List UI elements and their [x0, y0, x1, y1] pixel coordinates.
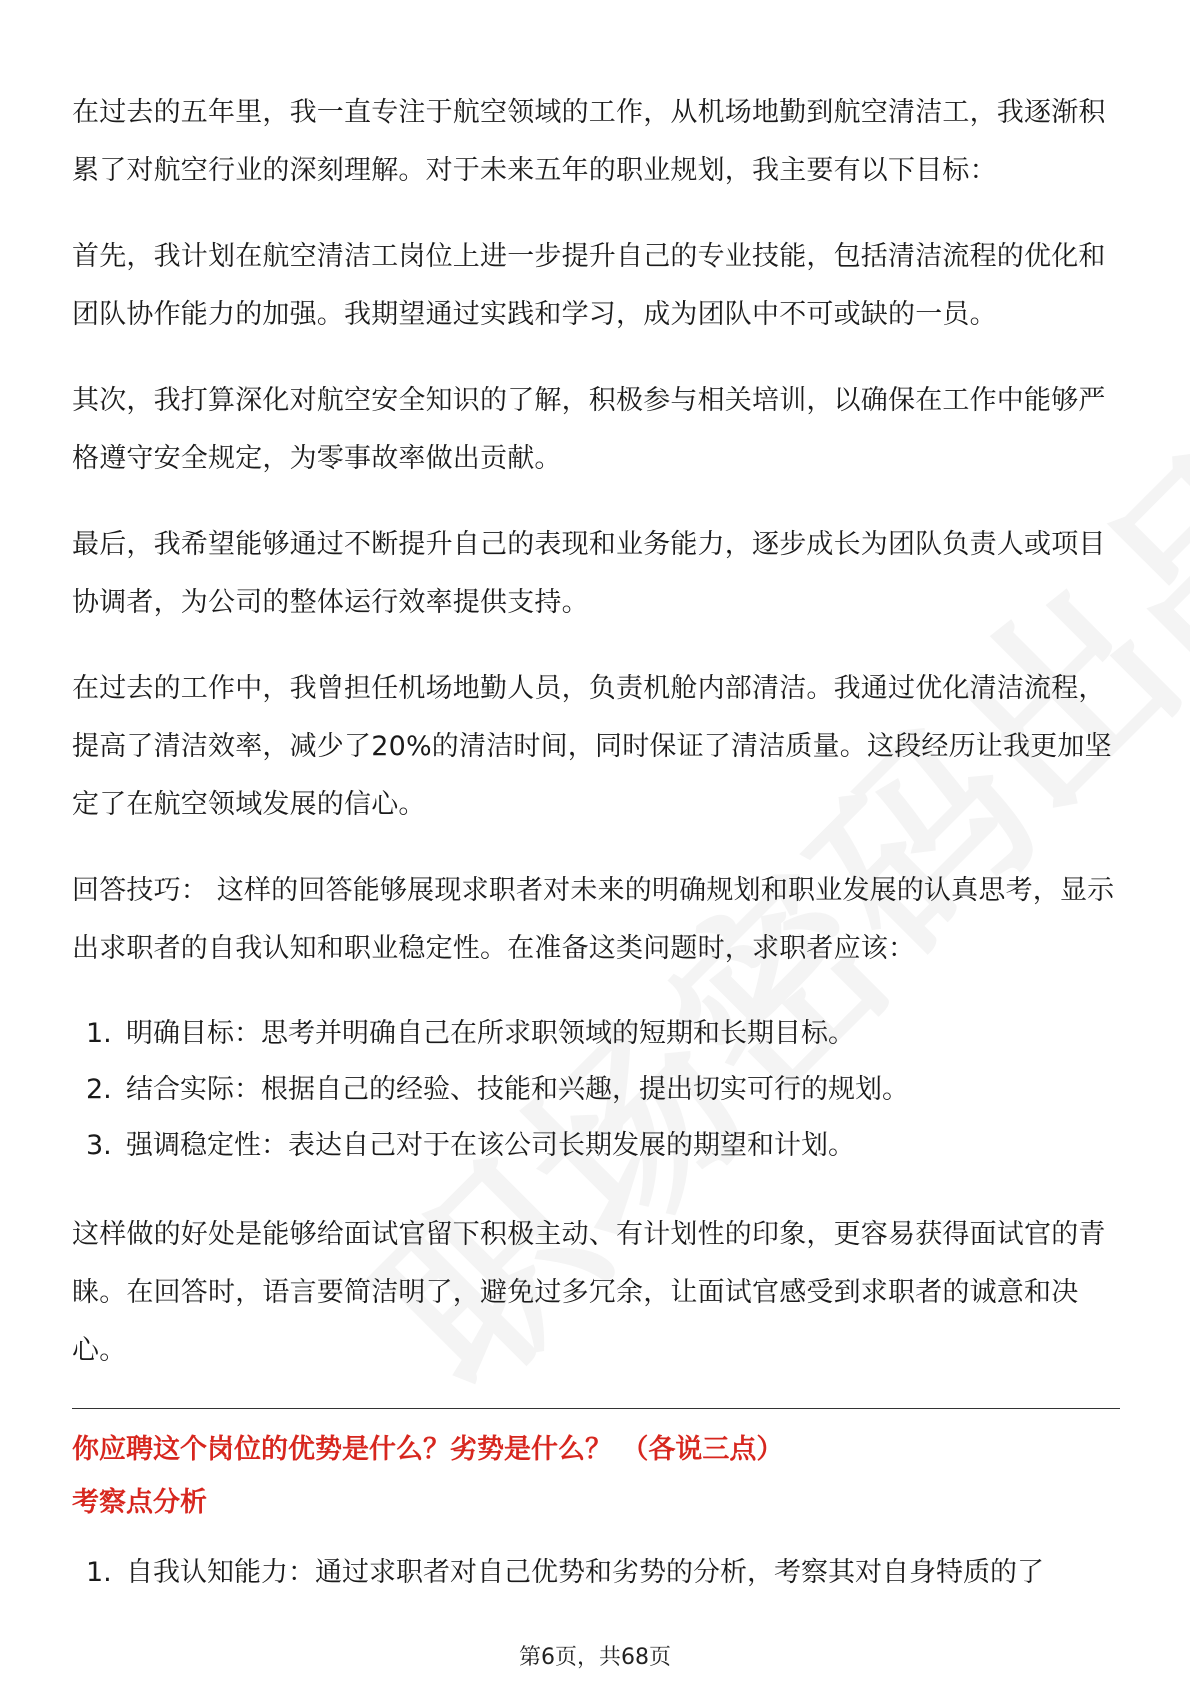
list-item-text: 强调稳定性：表达自己对于在该公司长期发展的期望和计划。: [126, 1130, 855, 1161]
paragraph-second: 其次，我打算深化对航空安全知识的了解，积极参与相关培训，以确保在工作中能够严格遵守安全规定，为零事故率做出贡献。: [72, 385, 1106, 474]
list-item-text: 结合实际：根据自己的经验、技能和兴趣，提出切实可行的规划。: [126, 1074, 909, 1105]
question-heading: 你应聘这个岗位的优势是什么？劣势是什么？ （各说三点）: [72, 1434, 784, 1465]
paragraph-closing: 这样做的好处是能够给面试官留下积极主动、有计划性的印象，更容易获得面试官的青睐。在回答时，语言要简洁明了，避免过多冗余，让面试官感受到求职者的诚意和决心。: [72, 1219, 1106, 1366]
tips-list: [72, 1006, 1120, 1174]
list-item: [72, 1118, 1120, 1174]
paragraph-answer-tips: 回答技巧： 这样的回答能够展现求职者对未来的明确规划和职业发展的认真思考，显示出求职者的自我认知和职业稳定性。在准备这类问题时，求职者应该：: [72, 875, 1115, 964]
section-divider: [72, 1408, 1120, 1409]
analysis-list: [72, 1545, 1120, 1601]
page-number: 第6页，共68页: [519, 1645, 671, 1670]
list-item-number: 1.: [86, 1557, 112, 1588]
list-item-text: 明确目标：思考并明确自己在所求职领域的短期和长期目标。: [126, 1018, 855, 1049]
list-item-text: 自我认知能力：通过求职者对自己优势和劣势的分析，考察其对自身特质的了: [126, 1557, 1044, 1588]
list-item: [72, 1006, 1120, 1062]
list-item-number: 1.: [86, 1018, 112, 1049]
paragraph-last: 最后，我希望能够通过不断提升自己的表现和业务能力，逐步成长为团队负责人或项目协调者，为公司的整体运行效率提供支持。: [72, 529, 1106, 618]
list-item-number: 2.: [86, 1074, 112, 1105]
list-item: [72, 1545, 1120, 1601]
list-item-number: 3.: [86, 1130, 112, 1161]
analysis-heading: 考察点分析: [72, 1487, 207, 1518]
list-item: [72, 1062, 1120, 1118]
paragraph-first: 首先，我计划在航空清洁工岗位上进一步提升自己的专业技能，包括清洁流程的优化和团队协作能力的加强。我期望通过实践和学习，成为团队中不可或缺的一员。: [72, 241, 1106, 330]
paragraph-experience: 在过去的工作中，我曾担任机场地勤人员，负责机舱内部清洁。我通过优化清洁流程，提高了清洁效率，减少了20%的清洁时间，同时保证了清洁质量。这段经历让我更加坚定了在航空领域发展的信心。: [72, 673, 1112, 820]
paragraph-intro: 在过去的五年里，我一直专注于航空领域的工作，从机场地勤到航空清洁工，我逐渐积累了对航空行业的深刻理解。对于未来五年的职业规划，我主要有以下目标：: [72, 97, 1106, 186]
document-page: [72, 84, 1120, 1633]
